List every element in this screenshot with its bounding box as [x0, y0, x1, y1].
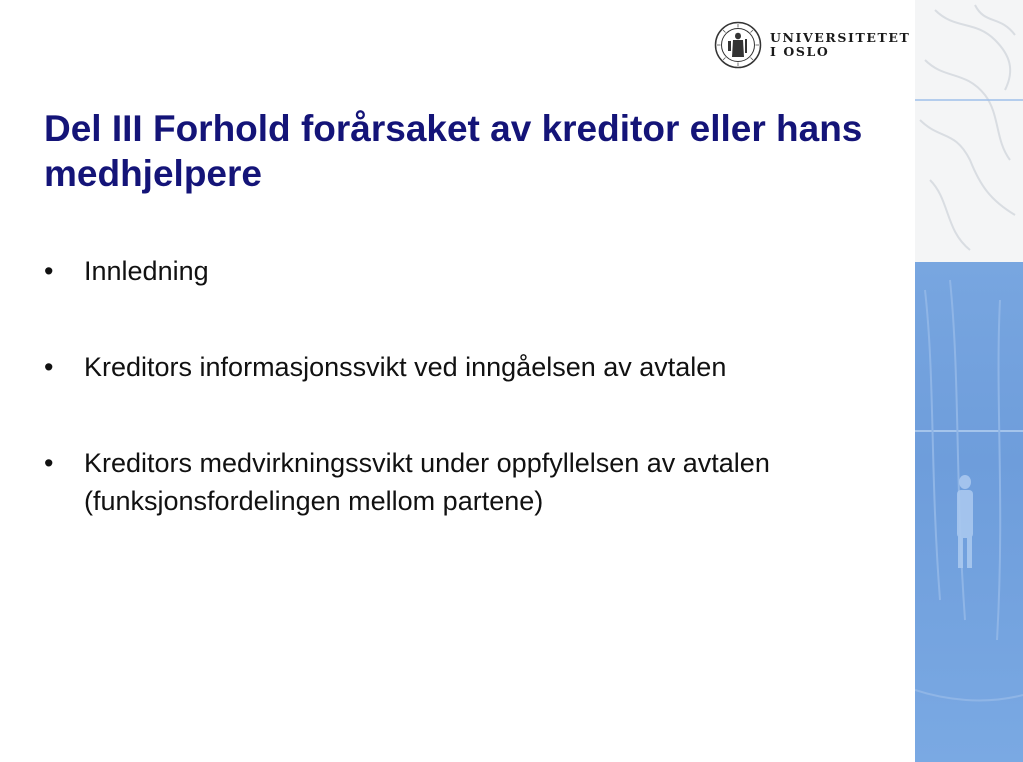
bullet-marker: •: [44, 352, 54, 382]
university-seal-icon: [714, 21, 762, 69]
bullet-text: Kreditors medvirkningssvikt under oppfyllelsen av avtalen (funksjonsfordelingen mellom partene): [84, 448, 770, 516]
university-name-line2: I OSLO: [770, 44, 830, 59]
decorative-side-band: [915, 0, 1023, 762]
bullet-text: Kreditors informasjonssvikt ved inngåelsen av avtalen: [84, 352, 727, 382]
slide-title: Del III Forhold forårsaket av kreditor eller hans medhjelpere: [44, 108, 863, 194]
bullet-marker: •: [44, 448, 54, 478]
bullet-marker: •: [44, 256, 54, 286]
bullet-item: [44, 444, 904, 520]
university-name-line1: UNIVERSITETET: [770, 30, 911, 45]
bullet-item: [44, 348, 904, 386]
university-logo: [714, 20, 910, 70]
university-name: [770, 31, 910, 59]
bullet-item: [44, 252, 904, 290]
bullet-text: Innledning: [84, 256, 209, 286]
side-band-artwork-icon: [915, 0, 1023, 762]
bullet-list: [44, 252, 904, 578]
